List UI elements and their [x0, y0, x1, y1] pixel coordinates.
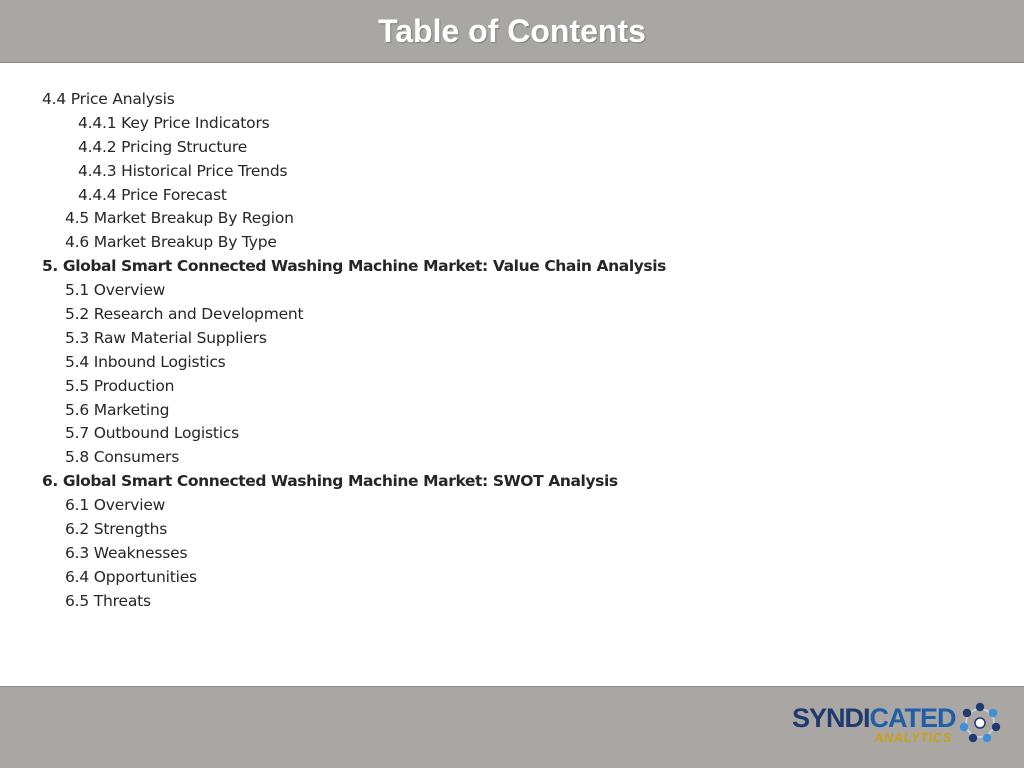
toc-entry: 4.4.1 Key Price Indicators: [78, 113, 270, 132]
toc-entry: 5.6 Marketing: [65, 400, 170, 419]
toc-entry: 5.1 Overview: [65, 281, 166, 300]
toc-entry: 5.7 Outbound Logistics: [65, 424, 240, 443]
circle-dots-logo-icon: [958, 701, 1002, 745]
logo-tagline: ANALYTICS: [874, 730, 952, 745]
toc-section-heading: 5. Global Smart Connected Washing Machine Market: Value Chain Analysis: [42, 257, 666, 276]
toc-entry: 4.6 Market Breakup By Type: [65, 233, 277, 252]
page-title: Table of Contents: [378, 13, 646, 49]
toc-entry: 4.4 Price Analysis: [42, 90, 175, 108]
logo-brand-part2: CATED: [869, 703, 956, 733]
logo-wordmark: [792, 703, 956, 733]
toc-entry: 6.4 Opportunities: [65, 567, 197, 586]
toc-entry: 4.4.2 Pricing Structure: [78, 137, 248, 156]
toc-entry: 5.8 Consumers: [65, 448, 180, 467]
toc-entry: 5.5 Production: [65, 376, 175, 395]
toc-entry: 5.4 Inbound Logistics: [65, 352, 226, 371]
toc-entry: 5.3 Raw Material Suppliers: [65, 328, 267, 347]
toc-section-heading: 6. Global Smart Connected Washing Machine Market: SWOT Analysis: [42, 472, 618, 491]
toc-entry: 6.1 Overview: [65, 496, 166, 515]
toc-entry: 5.2 Research and Development: [65, 305, 304, 324]
table-of-contents-list: [42, 88, 982, 614]
toc-entry: 6.5 Threats: [65, 591, 151, 610]
toc-entry: 4.4.3 Historical Price Trends: [78, 161, 288, 180]
syndicated-analytics-logo: [792, 701, 1002, 753]
toc-entry: 6.3 Weaknesses: [65, 543, 188, 562]
toc-entry: 4.4.4 Price Forecast: [78, 185, 227, 204]
logo-brand-part1: SYNDI: [792, 703, 870, 733]
toc-entry: 4.5 Market Breakup By Region: [65, 209, 294, 228]
header-bar: [0, 0, 1024, 63]
toc-entry: 6.2 Strengths: [65, 520, 168, 539]
footer-bar: [0, 686, 1024, 768]
